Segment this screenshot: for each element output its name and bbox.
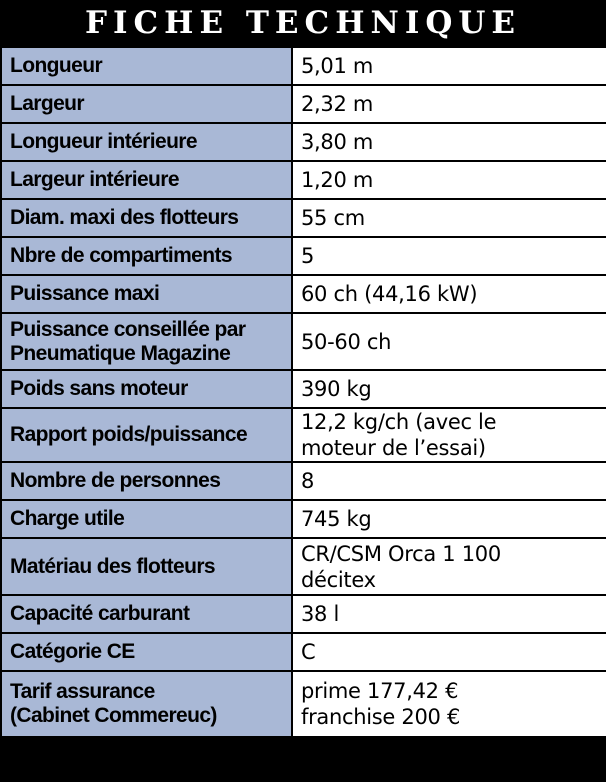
table-row [1,500,606,538]
row-label: Largeur intérieure [1,161,292,199]
table-row [1,275,606,313]
row-value: 12,2 kg/ch (avec le moteur de l’essai) [292,408,606,462]
table-row [1,370,606,408]
row-label: Tarif assurance (Cabinet Commereuc) [1,671,292,737]
row-value: 3,80 m [292,123,606,161]
table-row [1,85,606,123]
row-label: Nombre de personnes [1,462,292,500]
row-value: 5 [292,237,606,275]
table-row [1,462,606,500]
row-label: Poids sans moteur [1,370,292,408]
row-value: prime 177,42 € franchise 200 € [292,671,606,737]
table-row [1,313,606,370]
row-label: Puissance conseillée par Pneumatique Magazine [1,313,292,370]
spec-table [0,46,606,738]
table-row [1,671,606,737]
sheet-title: FICHE TECHNIQUE [0,0,606,46]
row-value: 60 ch (44,16 kW) [292,275,606,313]
table-row [1,123,606,161]
row-value: 38 l [292,595,606,633]
table-row [1,408,606,462]
table-row [1,237,606,275]
row-label: Longueur intérieure [1,123,292,161]
row-label: Diam. maxi des flotteurs [1,199,292,237]
row-value: 50-60 ch [292,313,606,370]
row-label: Largeur [1,85,292,123]
row-value: 5,01 m [292,47,606,85]
row-label: Matériau des flotteurs [1,538,292,595]
row-label: Rapport poids/puissance [1,408,292,462]
row-value: 55 cm [292,199,606,237]
row-value: 1,20 m [292,161,606,199]
table-row [1,595,606,633]
row-label: Catégorie CE [1,633,292,671]
row-label: Longueur [1,47,292,85]
row-value: 2,32 m [292,85,606,123]
table-row [1,199,606,237]
row-label: Capacité carburant [1,595,292,633]
row-value: C [292,633,606,671]
row-label: Nbre de compartiments [1,237,292,275]
row-value: 8 [292,462,606,500]
table-row [1,538,606,595]
row-value: 745 kg [292,500,606,538]
row-label: Charge utile [1,500,292,538]
row-value: 390 kg [292,370,606,408]
table-row [1,47,606,85]
table-row [1,633,606,671]
row-value: CR/CSM Orca 1 100 décitex [292,538,606,595]
table-row [1,161,606,199]
row-label: Puissance maxi [1,275,292,313]
